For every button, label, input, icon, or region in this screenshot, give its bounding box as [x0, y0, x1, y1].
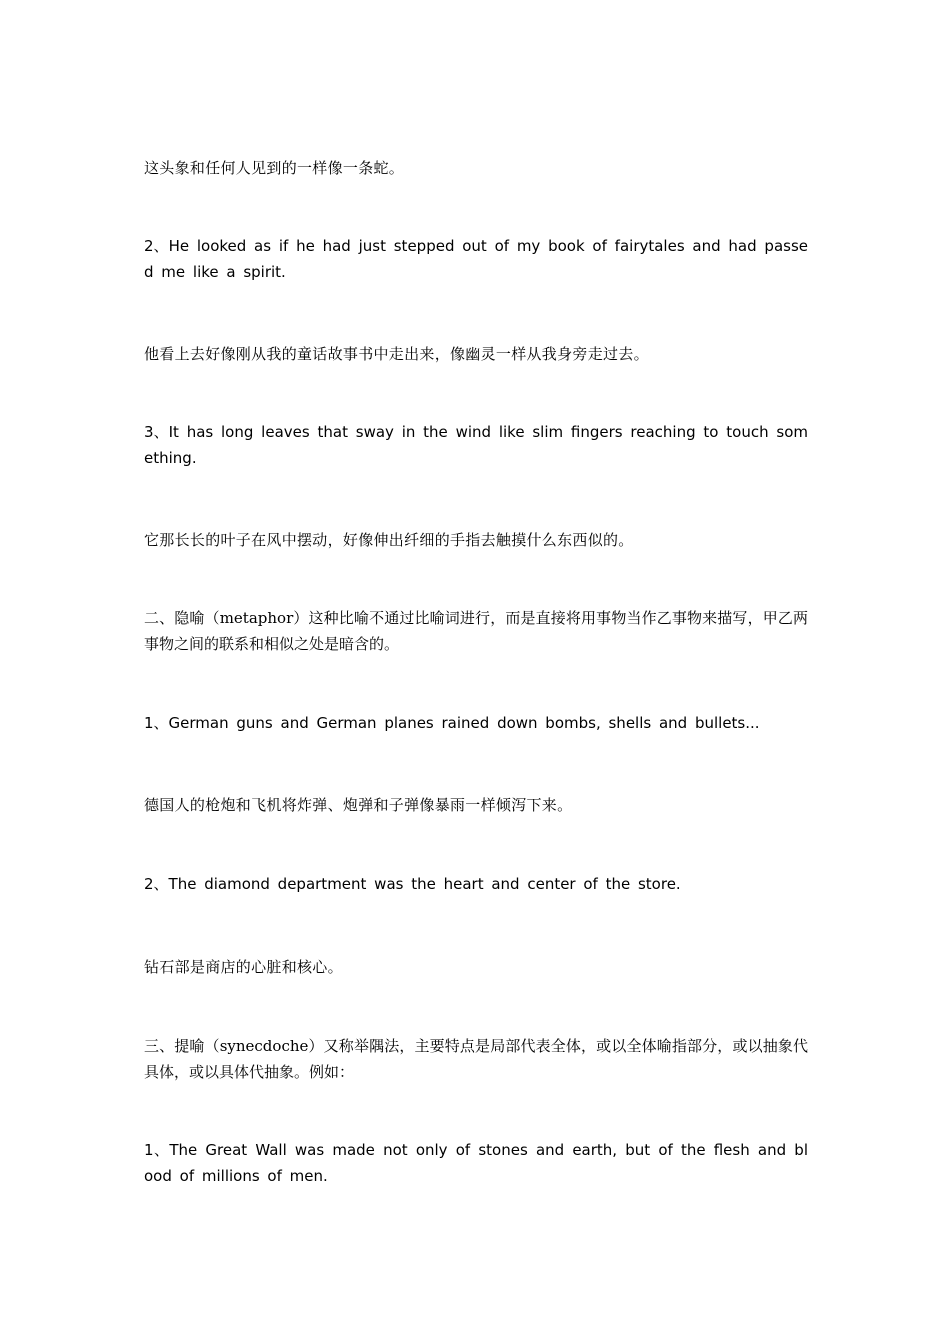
paragraph-7-english: 1、German guns and German planes rained down bombs, shells and bullets... — [144, 714, 760, 732]
paragraph-4-english: 3、It has long leaves that sway in the wind like slim fingers reaching to touch something. — [144, 423, 808, 467]
paragraph-9-english: 2、The diamond department was the heart and center of the store. — [144, 875, 681, 893]
paragraph-5-chinese: 它那长长的叶子在风中摆动，好像伸出纤细的手指去触摸什么东西似的。 — [144, 531, 634, 549]
paragraph-3-chinese: 他看上去好像刚从我的童话故事书中走出来，像幽灵一样从我身旁走过去。 — [144, 345, 649, 363]
paragraph-10-chinese: 钻石部是商店的心脏和核心。 — [144, 958, 343, 976]
paragraph-2-english: 2、He looked as if he had just stepped out of my book of fairytales and had passed me like a spirit. — [144, 237, 808, 281]
section-synecdoche-heading: 三、提喻（synecdoche）又称举隅法，主要特点是局部代表全体，或以全体喻指部分，或以抽象代具体，或以具体代抽象。例如： — [144, 1037, 808, 1081]
paragraph-1-chinese: 这头象和任何人见到的一样像一条蛇。 — [144, 159, 405, 177]
paragraph-12-english: 1、The Great Wall was made not only of stones and earth, but of the flesh and blood of millions of men. — [144, 1141, 808, 1185]
paragraph-8-chinese: 德国人的枪炮和飞机将炸弹、炮弹和子弹像暴雨一样倾泻下来。 — [144, 796, 573, 814]
section-metaphor-heading: 二、隐喻（metaphor）这种比喻不通过比喻词进行，而是直接将用事物当作乙事物来描写，甲乙两事物之间的联系和相似之处是暗含的。 — [144, 609, 808, 653]
